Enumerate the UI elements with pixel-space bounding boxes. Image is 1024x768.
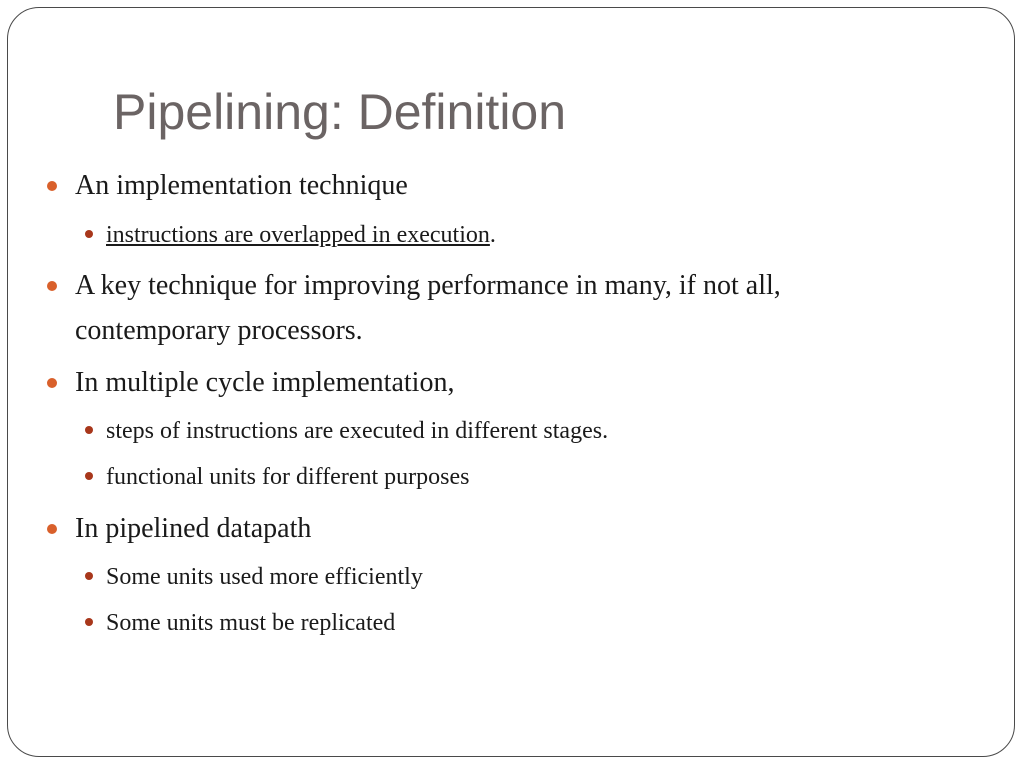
bullet-key-technique-continued [75, 309, 363, 353]
bullet-steps-stages [106, 414, 608, 448]
sub-bullet-dot-icon [85, 426, 93, 434]
sub-bullet-dot-icon [85, 230, 93, 238]
sub-bullet-dot-icon [85, 572, 93, 580]
bullet-functional-units [106, 460, 469, 494]
bullet-text-underlined: instructions are overlapped in execution [106, 222, 490, 248]
bullet-implementation-technique [75, 164, 408, 208]
slide-title: Pipelining: Definition [113, 84, 567, 140]
bullet-dot-icon [47, 524, 57, 534]
bullet-units-replicated [106, 606, 395, 640]
bullet-text: In multiple cycle implementation, [75, 367, 455, 398]
bullet-pipelined-datapath [75, 507, 311, 551]
bullet-text: contemporary processors. [75, 315, 363, 346]
bullet-overlapped-execution [106, 218, 496, 252]
bullet-key-technique [75, 264, 781, 308]
bullet-dot-icon [47, 281, 57, 291]
bullet-multiple-cycle [75, 361, 454, 405]
bullet-text: In pipelined datapath [75, 513, 312, 544]
sub-bullet-dot-icon [85, 472, 93, 480]
sub-bullet-dot-icon [85, 618, 93, 626]
bullet-text: A key technique for improving performance in many, if not all, [75, 270, 781, 301]
bullet-text-suffix: . [489, 222, 496, 248]
bullet-units-efficient [106, 560, 423, 594]
bullet-dot-icon [47, 181, 57, 191]
bullet-text: steps of instructions are executed in different stages. [106, 418, 609, 444]
bullet-text: Some units must be replicated [106, 610, 396, 636]
bullet-dot-icon [47, 378, 57, 388]
bullet-text: Some units used more efficiently [106, 564, 423, 590]
bullet-text: functional units for different purposes [106, 464, 470, 490]
bullet-text: An implementation technique [75, 170, 408, 201]
